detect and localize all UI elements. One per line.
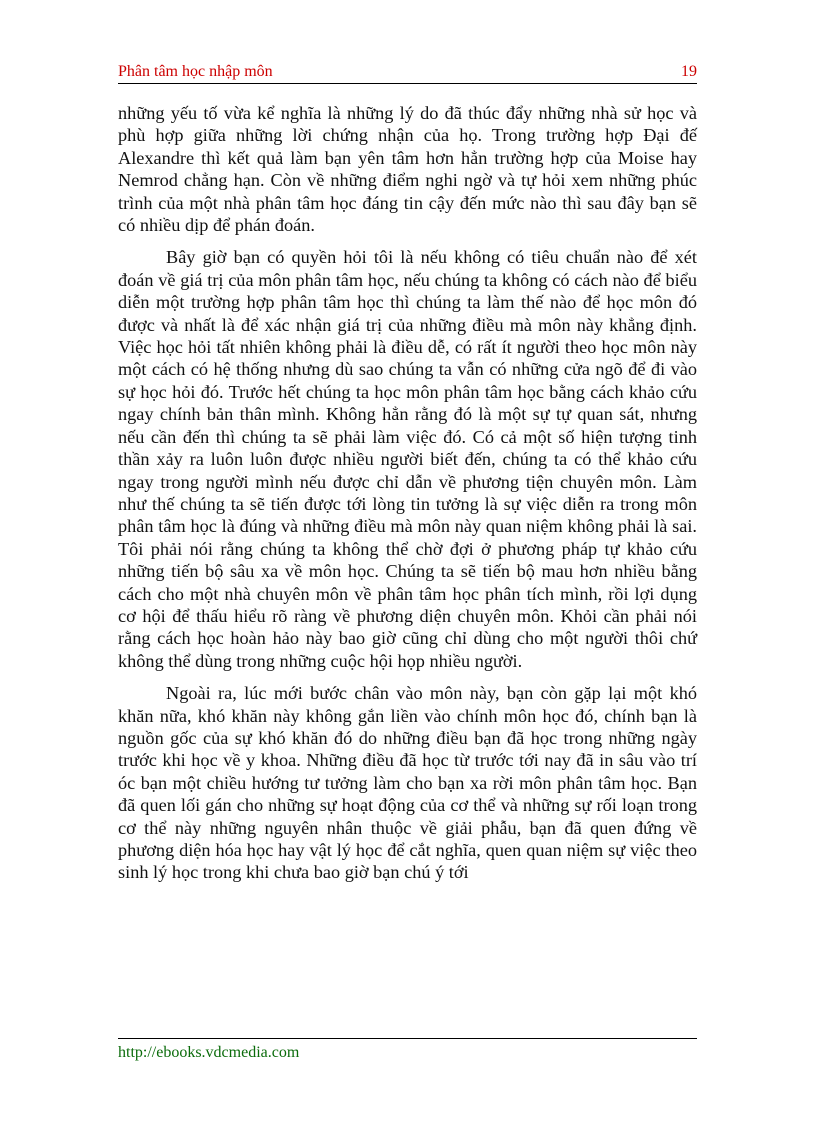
footer-url[interactable]: http://ebooks.vdcmedia.com (118, 1044, 300, 1061)
footer-divider (118, 1038, 697, 1039)
paragraph-1: những yếu tố vừa kể nghĩa là những lý do đã thúc đẩy những nhà sử học và phù hợp giữa những lời chứng nhận của họ. Trong trường hợp Đại đế Alexandre thì kết quả làm bạn yên tâm hơn hẳn trường hợp của Moise hay Nemrod chẳng hạn. Còn về những điểm nghi ngờ và tự hỏi xem những phúc trình của một nhà phân tâm học đáng tin cậy đến mức nào thì sau đây bạn sẽ có nhiều dịp để phán đoán. (118, 103, 697, 236)
book-title: Phân tâm học nhập môn (118, 63, 273, 80)
page-header (118, 63, 697, 84)
page-number: 19 (681, 63, 697, 80)
paragraph-3: Ngoài ra, lúc mới bước chân vào môn này, bạn còn gặp lại một khó khăn nữa, khó khăn này không gắn liền vào chính môn học đó, chính bạn là nguồn gốc của sự khó khăn đó do những điều bạn đã học trong những ngày trước khi học về y khoa. Những điều đã học từ trước tới nay đã in sâu vào trí óc bạn một chiều hướng tư tưởng làm cho bạn xa rời môn phân tâm học. Bạn đã quen lối gán cho những sự hoạt động của cơ thể và những sự rối loạn trong cơ thể này những nguyên nhân thuộc về giải phẫu, bạn đã quen đứng về phương diện hóa học hay vật lý học để cắt nghĩa, quen quan niệm sự việc theo sinh lý học trong khi chưa bao giờ bạn chú ý tới (118, 683, 697, 883)
body-text (118, 102, 697, 894)
paragraph-2: Bây giờ bạn có quyền hỏi tôi là nếu không có tiêu chuẩn nào để xét đoán về giá trị của môn phân tâm học, nếu chúng ta không có cách nào để biểu diễn một trường hợp phân tâm học thì chúng ta làm thế nào để học môn đó được và nhất là để xác nhận giá trị của những điều mà môn này khẳng định. Việc học hỏi tất nhiên không phải là điều dễ, có rất ít người theo học môn này một cách có hệ thống nhưng dù sao chúng ta vẫn có những cửa ngõ để đi vào sự học hỏi đó. Trước hết chúng ta học môn phân tâm học bằng cách khảo cứu ngay chính bản thân mình. Không hẳn rằng đó là một sự tự quan sát, nhưng nếu cần đến thì chúng ta sẽ phải làm việc đó. Có cả một số hiện tượng tinh thần xảy ra luôn luôn được nhiều người biết đến, chúng ta có thể khảo cứu ngay trong người mình nếu được chỉ dẫn về phương tiện chuyên môn. Làm như thế chúng ta sẽ tiến được tới lòng tin tưởng là sự việc diễn ra trong môn phân tâm học là đúng và những điều mà môn này quan niệm không phải là sai. Tôi phải nói rằng chúng ta không thể chờ đợi ở phương pháp tự khảo cứu những tiến bộ sâu xa về môn học. Chúng ta sẽ tiến bộ mau hơn nhiều bằng cách cho một nhà chuyên môn về phân tâm học phân tích mình, rồi lợi dụng cơ hội để thấu hiểu rõ ràng về phương diện chuyên môn. Khỏi cần phải nói rằng cách học hoàn hảo này bao giờ cũng chỉ dùng cho một người thôi chứ không thể dùng trong những cuộc hội họp nhiều người. (118, 247, 697, 671)
